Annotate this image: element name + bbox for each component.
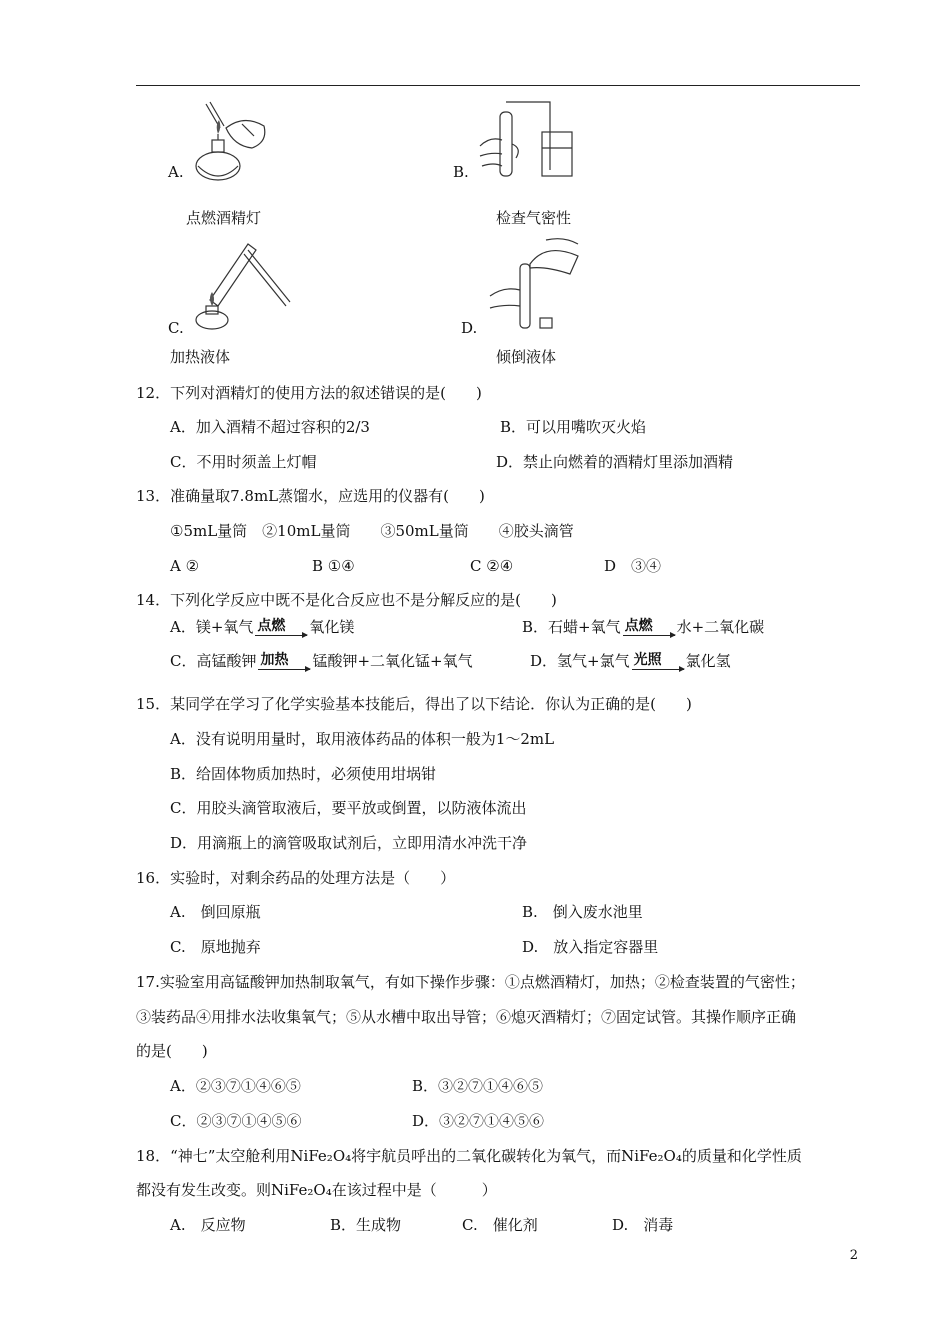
question-15-option-b: B．给固体物质加热时，必须使用坩埚钳 xyxy=(170,765,437,783)
question-16-option-b: B. 倒入废水池里 xyxy=(522,903,643,921)
arrow-icon xyxy=(258,669,310,670)
question-18-stem-line-2: 都没有发生改变。则NiFe₂O₄在该过程中是（ ） xyxy=(136,1181,497,1199)
question-15-option-d: D．用滴瓶上的滴管吸取试剂后，立即用清水冲洗干净 xyxy=(170,834,528,852)
question-13-option-c: C ②④ xyxy=(470,557,514,575)
option-b-label: B. xyxy=(453,163,469,181)
question-13-option-a: A ② xyxy=(170,557,200,575)
reaction-arrow xyxy=(621,618,677,638)
reactants: B．石蜡+氧气 xyxy=(522,618,621,636)
reaction-arrow xyxy=(630,652,686,672)
question-13-option-b: B ①④ xyxy=(312,557,355,575)
option-a-caption: 点燃酒精灯 xyxy=(186,209,262,227)
question-18-option-a: A. 反应物 xyxy=(170,1216,246,1234)
option-c-label: C. xyxy=(168,319,184,337)
alcohol-lamp-lighting-figure xyxy=(186,96,276,188)
page-number: 2 xyxy=(849,1248,858,1263)
reaction-condition: 点燃 xyxy=(624,618,653,634)
header-rule xyxy=(136,85,860,86)
reaction-arrow xyxy=(256,652,312,672)
option-b-caption: 检查气密性 xyxy=(496,209,572,227)
products: 水+二氧化碳 xyxy=(676,618,765,636)
question-12-stem: 12．下列对酒精灯的使用方法的叙述错误的是( ) xyxy=(136,384,482,402)
question-16-stem: 16．实验时，对剩余药品的处理方法是（ ） xyxy=(136,869,456,887)
question-17-option-c: C．②③⑦①④⑤⑥ xyxy=(170,1112,302,1130)
question-17-stem-line-3: 的是( ) xyxy=(136,1042,208,1060)
question-16-option-c: C. 原地抛弃 xyxy=(170,938,261,956)
option-a-label: A. xyxy=(168,163,184,181)
question-12-option-b: B．可以用嘴吹灭火焰 xyxy=(500,418,647,436)
pouring-liquid-figure xyxy=(486,236,596,336)
reaction-condition: 光照 xyxy=(633,652,662,668)
heating-liquid-figure xyxy=(186,236,296,336)
question-18-option-d: D. 消毒 xyxy=(612,1216,674,1234)
option-d-caption: 倾倒液体 xyxy=(496,348,557,366)
question-15-option-a: A．没有说明用量时，取用液体药品的体积一般为1～2mL xyxy=(170,730,555,748)
reaction-condition: 点燃 xyxy=(257,618,286,634)
products: 锰酸钾+二氧化锰+氧气 xyxy=(312,652,473,670)
question-15-option-c: C．用胶头滴管取液后，要平放或倒置，以防液体流出 xyxy=(170,799,527,817)
question-17-stem-line-1: 17.实验室用高锰酸钾加热制取氧气，有如下操作步骤：①点燃酒精灯，加热；②检查装置的气密性； xyxy=(136,973,805,991)
question-16-option-a: A. 倒回原瓶 xyxy=(170,903,261,921)
question-18-option-b: B．生成物 xyxy=(330,1216,402,1234)
question-14-option-b xyxy=(522,617,764,638)
option-c-caption: 加热液体 xyxy=(170,348,231,366)
question-13-stem: 13．准确量取7.8mL蒸馏水，应选用的仪器有( ) xyxy=(136,487,485,505)
products: 氧化镁 xyxy=(309,618,355,636)
question-12-option-a: A．加入酒精不超过容积的2/3 xyxy=(170,418,370,436)
question-18-stem-line-1: 18．“神七”太空舱利用NiFe₂O₄将宇航员呼出的二氧化碳转化为氧气，而NiFe₂O₄的质量和化学性质 xyxy=(136,1147,802,1165)
question-13-items: ①5mL量筒 ②10mL量筒 ③50mL量筒 ④胶头滴管 xyxy=(170,522,574,540)
question-14-option-c xyxy=(170,651,473,672)
reactants: C．高锰酸钾 xyxy=(170,652,257,670)
question-12-option-d: D．禁止向燃着的酒精灯里添加酒精 xyxy=(496,453,734,471)
question-14-stem: 14．下列化学反应中既不是化合反应也不是分解反应的是( ) xyxy=(136,591,557,609)
arrow-icon xyxy=(623,635,675,636)
products: 氯化氢 xyxy=(685,652,731,670)
airtightness-check-figure xyxy=(478,96,588,182)
question-17-option-b: B．③②⑦①④⑥⑤ xyxy=(412,1077,544,1095)
arrow-icon xyxy=(632,669,684,670)
question-16-option-d: D. 放入指定容器里 xyxy=(522,938,659,956)
question-14-option-d xyxy=(530,651,731,672)
reactants: D．氢气+氯气 xyxy=(530,652,630,670)
reactants: A．镁+氧气 xyxy=(170,618,254,636)
question-17-stem-line-2: ③装药品④用排水法收集氧气；⑤从水槽中取出导管；⑥熄灭酒精灯；⑦固定试管。其操作顺序正确 xyxy=(136,1008,797,1026)
question-18-option-c: C. 催化剂 xyxy=(462,1216,538,1234)
question-13-option-d: D ③④ xyxy=(604,557,662,575)
arrow-icon xyxy=(255,635,307,636)
reaction-arrow xyxy=(253,618,309,638)
question-17-option-d: D．③②⑦①④⑤⑥ xyxy=(412,1112,545,1130)
question-17-option-a: A．②③⑦①④⑥⑤ xyxy=(170,1077,301,1095)
question-14-option-a xyxy=(170,617,354,638)
reaction-condition: 加热 xyxy=(260,652,289,668)
option-d-label: D. xyxy=(461,319,478,337)
question-15-stem: 15．某同学在学习了化学实验基本技能后，得出了以下结论．你认为正确的是( ) xyxy=(136,695,692,713)
question-12-option-c: C．不用时须盖上灯帽 xyxy=(170,453,317,471)
